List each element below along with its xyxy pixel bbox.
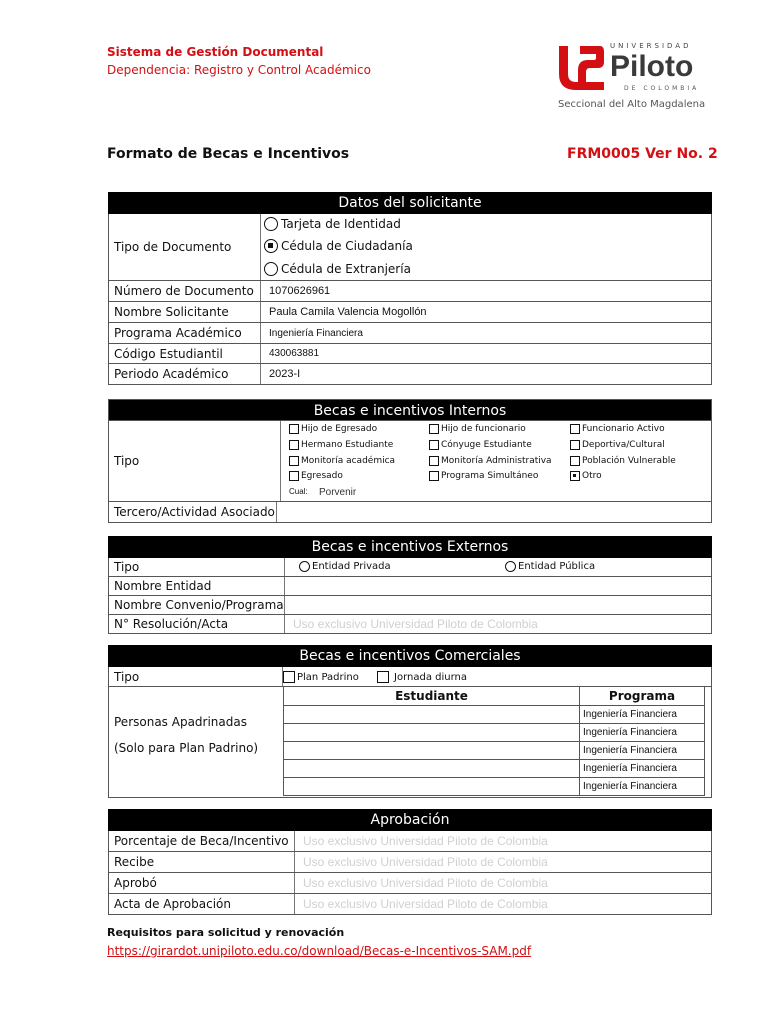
personas-label: Personas Apadrinadas	[114, 715, 247, 729]
option-label: Hijo de funcionario	[441, 424, 526, 434]
programa-cell[interactable]: Ingeniería Financiera	[580, 759, 705, 777]
tercero-row	[108, 502, 712, 523]
num-doc-label: Número de Documento	[109, 281, 261, 301]
aprobacion-placeholder[interactable]: Uso exclusivo Universidad Piloto de Colombia	[303, 834, 548, 848]
section-comerciales-heading: Becas e incentivos Comerciales	[108, 645, 712, 667]
checkbox-icon[interactable]	[289, 471, 299, 481]
opt-conyuge-estudiante[interactable]	[429, 440, 532, 450]
checkbox-icon[interactable]	[429, 456, 439, 466]
checkbox-checked-icon[interactable]	[570, 471, 580, 481]
programa-cell[interactable]: Ingeniería Financiera	[580, 705, 705, 723]
table-row	[284, 777, 705, 795]
department-title: Dependencia: Registro y Control Académico	[107, 63, 371, 77]
checkbox-icon[interactable]	[570, 424, 580, 434]
resolucion-placeholder[interactable]: Uso exclusivo Universidad Piloto de Colombia	[293, 617, 538, 631]
aprobacion-label: Recibe	[109, 852, 295, 872]
programa-cell[interactable]: Ingeniería Financiera	[580, 777, 705, 795]
opt-entidad-privada[interactable]	[299, 561, 391, 572]
opt-plan-padrino[interactable]	[283, 671, 359, 683]
externos-tipo-label: Tipo	[109, 558, 285, 576]
period-row	[108, 364, 712, 385]
opt-deportiva-cultural[interactable]	[570, 440, 665, 450]
comerciales-tipo-label: Tipo	[109, 667, 283, 686]
programa-cell[interactable]: Ingeniería Financiera	[580, 741, 705, 759]
doc-option-label: Tarjeta de Identidad	[281, 217, 401, 231]
convenio-row	[108, 596, 712, 615]
convenio-value[interactable]	[285, 596, 293, 614]
internos-tipo-label: Tipo	[109, 421, 281, 501]
section-internos-heading: Becas e incentivos Internos	[108, 399, 712, 421]
externos-tipo-row	[108, 558, 712, 577]
option-label: Funcionario Activo	[582, 424, 665, 434]
estudiante-cell[interactable]	[284, 741, 580, 759]
logo-mark-icon	[556, 44, 606, 94]
section-externos-heading: Becas e incentivos Externos	[108, 536, 712, 558]
program-row	[108, 323, 712, 344]
option-label: Deportiva/Cultural	[582, 440, 665, 450]
requirements-title: Requisitos para solicitud y renovación	[107, 926, 345, 939]
section-solicitante-heading: Datos del solicitante	[108, 192, 712, 214]
option-label: Otro	[582, 471, 602, 481]
period-label: Periodo Académico	[109, 364, 261, 384]
doc-type-row	[108, 214, 712, 281]
option-label: Hijo de Egresado	[301, 424, 378, 434]
code-row	[108, 344, 712, 364]
logo-name: Piloto	[610, 50, 694, 83]
option-label: Entidad Privada	[312, 561, 391, 572]
opt-otro[interactable]	[570, 471, 602, 481]
doc-option-label: Cédula de Ciudadanía	[281, 239, 413, 253]
opt-hermano-estudiante[interactable]	[289, 440, 393, 450]
entidad-row	[108, 577, 712, 596]
logo-universidad: UNIVERSIDAD	[610, 42, 692, 50]
aprobacion-placeholder[interactable]: Uso exclusivo Universidad Piloto de Colombia	[303, 897, 548, 911]
doc-option-label: Cédula de Extranjería	[281, 262, 411, 276]
radio-icon[interactable]	[264, 217, 278, 231]
radio-selected-icon[interactable]	[264, 239, 278, 253]
opt-jornada-diurna[interactable]	[377, 671, 467, 683]
radio-icon[interactable]	[505, 561, 516, 572]
aprobacion-label: Aprobó	[109, 873, 295, 893]
university-logo	[556, 40, 712, 115]
checkbox-icon[interactable]	[289, 440, 299, 450]
program-value[interactable]: Ingeniería Financiera	[269, 327, 363, 339]
option-label: Cónyuge Estudiante	[441, 440, 532, 450]
programa-cell[interactable]: Ingeniería Financiera	[580, 723, 705, 741]
name-value[interactable]: Paula Camila Valencia Mogollón	[269, 306, 427, 318]
requirements-link[interactable]: https://girardot.unipiloto.edu.co/download/Becas-e-Incentivos-SAM.pdf	[107, 944, 532, 958]
resolucion-label: N° Resolución/Acta	[109, 615, 285, 633]
option-label: Monitoría Administrativa	[441, 456, 552, 466]
doc-type-label: Tipo de Documento	[109, 214, 261, 280]
option-label: Plan Padrino	[297, 671, 359, 683]
radio-icon[interactable]	[299, 561, 310, 572]
col-estudiante: Estudiante	[284, 687, 580, 705]
num-doc-value[interactable]: 1070626961	[269, 285, 331, 297]
aprobacion-row	[108, 831, 712, 852]
option-label: Jornada diurna	[394, 671, 467, 683]
padrino-table	[283, 687, 705, 796]
option-label: Población Vulnerable	[582, 456, 676, 466]
tercero-value[interactable]	[277, 502, 711, 522]
doc-option-cc[interactable]	[264, 239, 413, 253]
checkbox-icon[interactable]	[570, 440, 580, 450]
personas-row	[108, 687, 712, 798]
aprobacion-label: Porcentaje de Beca/Incentivo	[109, 831, 295, 851]
program-label: Programa Académico	[109, 323, 261, 343]
opt-egresado[interactable]	[289, 471, 343, 481]
option-label: Egresado	[301, 471, 343, 481]
num-doc-row	[108, 281, 712, 302]
entidad-value[interactable]	[285, 577, 293, 595]
doc-option-ce[interactable]	[264, 262, 411, 276]
form-title: Formato de Becas e Incentivos	[107, 146, 350, 162]
checkbox-icon[interactable]	[429, 440, 439, 450]
logo-seccional: Seccional del Alto Magdalena	[558, 99, 706, 110]
opt-monitoria-academica[interactable]	[289, 456, 395, 466]
aprobacion-placeholder[interactable]: Uso exclusivo Universidad Piloto de Colombia	[303, 876, 548, 890]
code-label: Código Estudiantil	[109, 344, 261, 363]
internos-tipo-row	[108, 421, 712, 502]
estudiante-cell[interactable]	[284, 759, 580, 777]
table-row	[284, 705, 705, 723]
option-label: Entidad Pública	[518, 561, 596, 572]
estudiante-cell[interactable]	[284, 723, 580, 741]
radio-icon[interactable]	[264, 262, 278, 276]
option-label: Hermano Estudiante	[301, 440, 394, 450]
cual-label: Cual:	[289, 487, 308, 496]
aprobacion-label: Acta de Aprobación	[109, 894, 295, 914]
entidad-label: Nombre Entidad	[109, 577, 285, 595]
logo-de-colombia: DE COLOMBIA	[624, 85, 700, 92]
estudiante-cell[interactable]	[284, 777, 580, 795]
checkbox-icon[interactable]	[283, 671, 295, 683]
opt-hijo-egresado[interactable]	[289, 424, 377, 434]
system-title: Sistema de Gestión Documental	[107, 45, 324, 59]
section-aprobacion-heading: Aprobación	[108, 809, 712, 831]
checkbox-icon[interactable]	[289, 424, 299, 434]
tercero-label: Tercero/Actividad Asociado	[109, 502, 277, 522]
form-code: FRM0005 Ver No. 2	[567, 146, 718, 162]
checkbox-icon[interactable]	[429, 471, 439, 481]
doc-option-ti[interactable]	[264, 217, 401, 231]
table-row	[284, 723, 705, 741]
period-value[interactable]: 2023-I	[269, 368, 301, 380]
checkbox-icon[interactable]	[429, 424, 439, 434]
option-label: Programa Simultáneo	[441, 471, 539, 481]
opt-programa-simultaneo[interactable]	[429, 471, 538, 481]
name-label: Nombre Solicitante	[109, 302, 261, 322]
opt-monitoria-administrativa[interactable]	[429, 456, 552, 466]
table-row	[284, 741, 705, 759]
aprobacion-row	[108, 894, 712, 915]
aprobacion-placeholder[interactable]: Uso exclusivo Universidad Piloto de Colombia	[303, 855, 548, 869]
checkbox-icon[interactable]	[289, 456, 299, 466]
name-row	[108, 302, 712, 323]
checkbox-icon[interactable]	[570, 456, 580, 466]
opt-entidad-publica[interactable]	[505, 561, 595, 572]
convenio-label: Nombre Convenio/Programa	[109, 596, 285, 614]
option-label: Monitoría académica	[301, 456, 396, 466]
aprobacion-row	[108, 873, 712, 894]
opt-funcionario-activo[interactable]	[570, 424, 665, 434]
code-value[interactable]: 430063881	[269, 348, 320, 359]
opt-poblacion-vulnerable[interactable]	[570, 456, 676, 466]
personas-sublabel: (Solo para Plan Padrino)	[114, 741, 259, 755]
checkbox-icon[interactable]	[377, 671, 389, 683]
table-row	[284, 759, 705, 777]
cual-value[interactable]: Porvenir	[319, 487, 357, 498]
opt-hijo-funcionario[interactable]	[429, 424, 526, 434]
resolucion-row	[108, 615, 712, 634]
estudiante-cell[interactable]	[284, 705, 580, 723]
col-programa: Programa	[580, 687, 705, 705]
aprobacion-row	[108, 852, 712, 873]
comerciales-tipo-row	[108, 667, 712, 687]
